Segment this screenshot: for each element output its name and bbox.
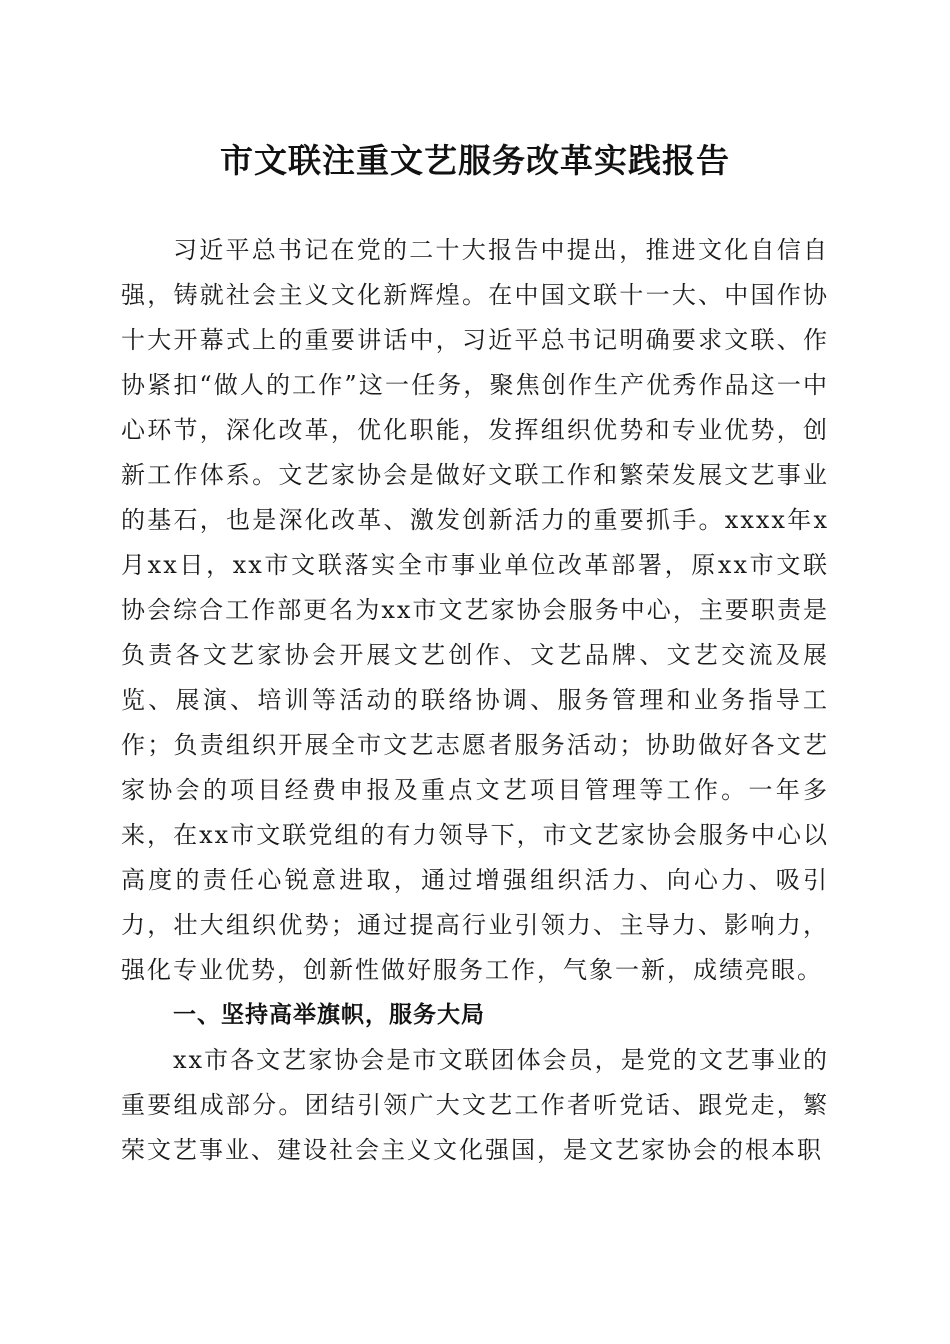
section-paragraph: xx市各文艺家协会是市文联团体会员，是党的文艺事业的重要组成部分。团结引领广大文艺工作者听党话、跟党走，繁荣文艺事业、建设社会主义文化强国，是文艺家协会的根本职 [121,1046,829,1164]
document-body [121,228,829,1173]
section-heading: 一、坚持高举旗帜，服务大局 [173,1002,485,1028]
intro-paragraph: 习近平总书记在党的二十大报告中提出，推进文化自信自强，铸就社会主义文化新辉煌。在中国文联十一大、中国作协十大开幕式上的重要讲话中，习近平总书记明确要求文联、作协紧扣“做人的工作”这一任务，聚焦创作生产优秀作品这一中心环节，深化改革，优化职能，发挥组织优势和专业优势，创新工作体系。文艺家协会是做好文联工作和繁荣发展文艺事业的基石，也是深化改革、激发创新活力的重要抓手。xxxx年x月xx日，xx市文联落实全市事业单位改革部署，原xx市文联协会综合工作部更名为xx市文艺家协会服务中心，主要职责是负责各文艺家协会开展文艺创作、文艺品牌、文艺交流及展览、展演、培训等活动的联络协调、服务管理和业务指导工作；负责组织开展全市文艺志愿者服务活动；协助做好各文艺家协会的项目经费申报及重点文艺项目管理等工作。一年多来，在xx市文联党组的有力领导下，市文艺家协会服务中心以高度的责任心锐意进取，通过增强组织活力、向心力、吸引力，壮大组织优势；通过提高行业引领力、主导力、影响力，强化专业优势，创新性做好服务工作，气象一新，成绩亮眼。 [121,236,829,984]
document-title: 市文联注重文艺服务改革实践报告 [220,141,730,180]
